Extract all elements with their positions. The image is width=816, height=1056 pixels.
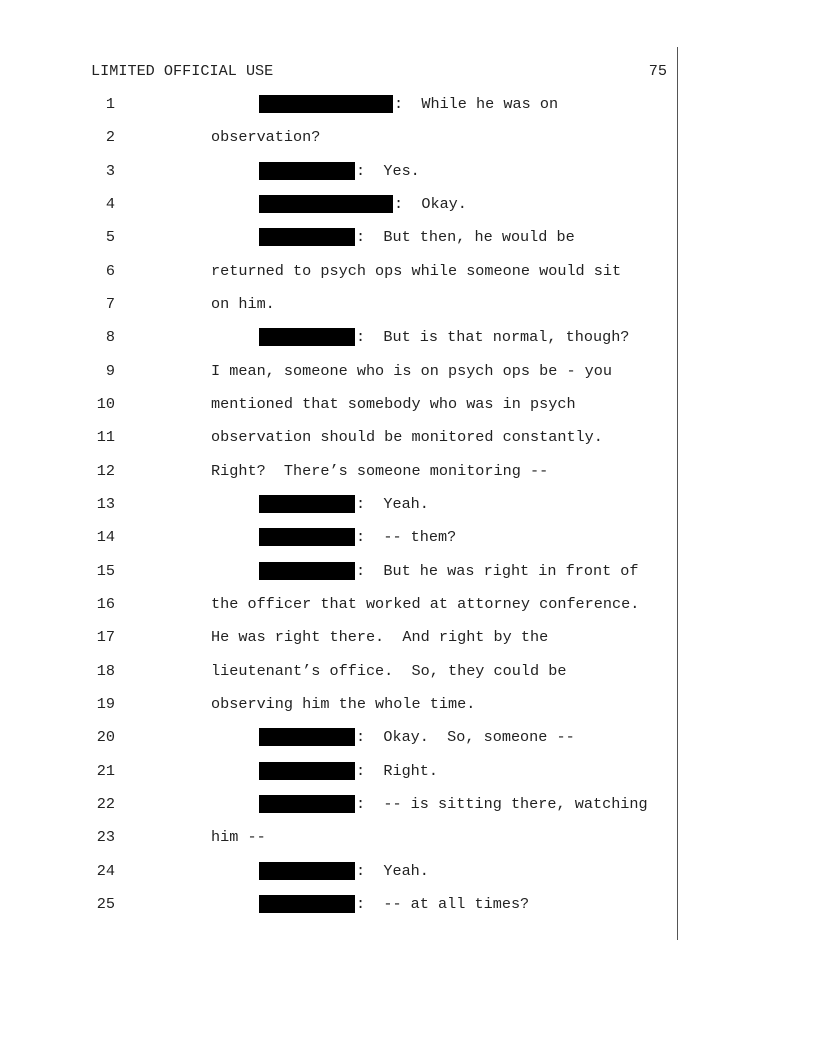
line-number: 17 [96, 628, 115, 647]
transcript-line [0, 261, 816, 281]
speaker-redaction [259, 862, 355, 880]
transcript-line [0, 561, 816, 581]
line-number: 1 [105, 95, 115, 113]
line-text: : -- is sitting there, watching [356, 794, 648, 813]
line-number: 24 [96, 861, 115, 880]
speaker-redaction [259, 895, 355, 913]
line-number: 13 [96, 495, 115, 513]
line-text: : But he was right in front of [356, 561, 639, 580]
line-text: : Okay. [394, 195, 467, 213]
speaker-redaction [259, 562, 355, 580]
line-text: lieutenant’s office. So, they could be [211, 661, 567, 680]
line-text: Right? There’s someone monitoring -- [211, 461, 549, 480]
line-number: 4 [105, 195, 115, 213]
transcript-line [0, 661, 816, 681]
speaker-redaction [259, 195, 393, 213]
transcript-line [0, 494, 816, 514]
line-text: observation? [211, 128, 321, 147]
line-text: : -- them? [356, 528, 457, 547]
speaker-redaction [259, 328, 355, 346]
line-number: 9 [105, 361, 115, 380]
transcript-line [0, 327, 816, 347]
line-text: him -- [211, 828, 266, 847]
transcript-line [0, 761, 816, 781]
line-text: : Yeah. [356, 861, 429, 880]
line-text: : While he was on [394, 95, 559, 113]
page-number: 75 [648, 62, 667, 80]
transcript-line [0, 527, 816, 547]
line-number: 8 [105, 328, 115, 347]
line-text: He was right there. And right by the [211, 628, 549, 647]
line-number: 22 [96, 794, 115, 813]
line-text: : Okay. So, someone -- [356, 728, 575, 747]
transcript-line [0, 161, 816, 181]
transcript-line [0, 694, 816, 714]
line-text: : Right. [356, 761, 439, 780]
transcript-line [0, 94, 816, 114]
transcript-line [0, 127, 816, 147]
line-number: 18 [96, 661, 115, 680]
line-number: 21 [96, 761, 115, 780]
line-number: 15 [96, 561, 115, 580]
transcript-line [0, 894, 816, 914]
line-text: : -- at all times? [356, 894, 530, 913]
line-number: 19 [96, 694, 115, 713]
line-text: observing him the whole time. [211, 694, 476, 713]
speaker-redaction [259, 728, 355, 746]
speaker-redaction [259, 228, 355, 246]
line-number: 14 [96, 528, 115, 547]
line-number: 10 [96, 395, 115, 413]
transcript-line [0, 294, 816, 314]
transcript-line [0, 594, 816, 614]
speaker-redaction [259, 528, 355, 546]
line-number: 20 [96, 728, 115, 747]
transcript-line [0, 794, 816, 814]
transcript-line [0, 227, 816, 247]
line-text: : Yeah. [356, 495, 429, 513]
transcript-line [0, 427, 816, 447]
line-text: mentioned that somebody who was in psych [211, 395, 576, 413]
transcript-line [0, 394, 816, 414]
speaker-redaction [259, 795, 355, 813]
speaker-redaction [259, 762, 355, 780]
line-text: I mean, someone who is on psych ops be - you [211, 361, 613, 380]
transcript-line [0, 361, 816, 381]
line-text: on him. [211, 295, 275, 313]
transcript-line [0, 461, 816, 481]
line-number: 25 [96, 894, 115, 913]
line-text: : But then, he would be [356, 228, 575, 247]
line-text: observation should be monitored constantly. [211, 428, 603, 447]
line-number: 3 [105, 161, 115, 180]
line-number: 2 [105, 128, 115, 147]
classification-header: LIMITED OFFICIAL USE [91, 62, 274, 80]
line-number: 5 [105, 228, 115, 247]
speaker-redaction [259, 95, 393, 113]
line-number: 7 [105, 295, 115, 313]
transcript-line [0, 727, 816, 747]
line-text: the officer that worked at attorney conference. [211, 595, 640, 613]
line-text: : But is that normal, though? [356, 328, 630, 347]
line-number: 16 [96, 595, 115, 613]
line-number: 23 [96, 828, 115, 847]
transcript-line [0, 861, 816, 881]
transcript-line [0, 827, 816, 847]
line-number: 6 [105, 261, 115, 280]
speaker-redaction [259, 162, 355, 180]
line-number: 11 [96, 428, 115, 447]
line-text: returned to psych ops while someone would sit [211, 261, 622, 280]
line-number: 12 [96, 461, 115, 480]
speaker-redaction [259, 495, 355, 513]
transcript-line [0, 194, 816, 214]
line-text: : Yes. [356, 161, 420, 180]
transcript-line [0, 627, 816, 647]
